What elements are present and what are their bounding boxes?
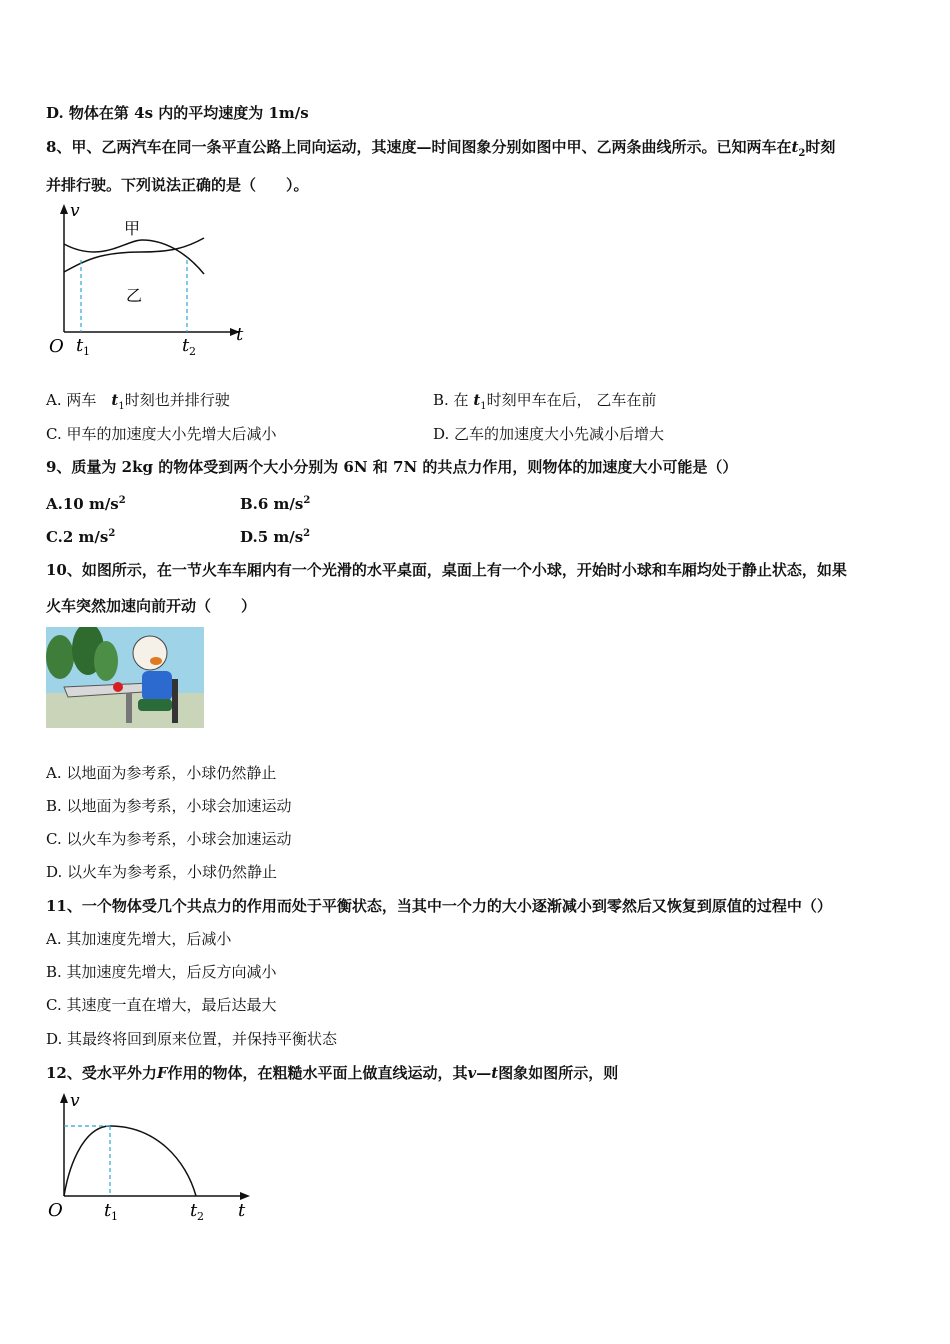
q12-curve — [64, 1126, 196, 1196]
q8-y-arrow — [60, 204, 68, 214]
q12-stem-pre: 12、受水平外力 — [46, 1064, 157, 1082]
q9-option-d-text: D.5 m/s — [240, 528, 304, 546]
scene-person-body — [142, 671, 172, 701]
q9-option-d — [240, 524, 310, 547]
q8-label-t2-sub: 2 — [189, 345, 196, 358]
q12-x-arrow — [240, 1192, 250, 1200]
q8-option-a-pre: A. 两车 — [46, 391, 112, 409]
q12-stem-f: F — [156, 1064, 168, 1082]
q12-label-t2: t — [190, 1200, 198, 1221]
q12-stem-post: 图象如图所示，则 — [498, 1064, 619, 1082]
q8-option-d: D. 乙车的加速度大小先减小后增大 — [433, 425, 665, 443]
q7-option-d: D. 物体在第 4s 内的平均速度为 1m/s — [46, 104, 309, 122]
q8-option-b-sub: 1 — [480, 401, 487, 412]
q11-option-b: B. 其加速度先增大，后反方向减小 — [46, 963, 277, 981]
q8-option-a-t: t — [111, 391, 119, 409]
q8-stem-t: t — [791, 138, 799, 156]
q8-label-t2: t — [182, 335, 190, 356]
q9-option-a-sup: 2 — [118, 495, 126, 506]
q8-option-b — [433, 390, 656, 417]
q8-label-jia: 甲 — [124, 219, 141, 238]
q12-label-t1: t — [104, 1200, 112, 1221]
q11-option-a: A. 其加速度先增大，后减小 — [46, 930, 232, 948]
q8-stem-line1 — [46, 137, 835, 164]
q9-option-b-text: B.6 m/s — [240, 495, 304, 513]
q8-option-c: C. 甲车的加速度大小先增大后减小 — [46, 425, 277, 443]
q12-stem-vt: v—t — [467, 1064, 499, 1082]
q10-stem-line1: 10、如图所示，在一节火车车厢内有一个光滑的水平桌面，桌面上有一个小球，开始时小球和车厢均处于静止状态，如果 — [46, 561, 847, 579]
q8-stem-sub: 2 — [798, 148, 806, 159]
q11-option-c: C. 其速度一直在增大，最后达最大 — [46, 996, 277, 1014]
scene-tree-1 — [46, 635, 74, 679]
q12-y-arrow — [60, 1093, 68, 1103]
q9-option-d-sup: 2 — [303, 528, 311, 539]
q10-option-d: D. 以火车为参考系，小球仍然静止 — [46, 863, 278, 881]
q9-option-b-sup: 2 — [303, 495, 311, 506]
q8-label-t1: t — [76, 335, 84, 356]
q12-vt-graph — [46, 1090, 266, 1230]
q10-train-scene-image — [46, 627, 204, 728]
q12-label-v: v — [70, 1091, 80, 1111]
q10-option-b: B. 以地面为参考系，小球会加速运动 — [46, 797, 292, 815]
scene-person-mouth — [150, 657, 162, 665]
q8-label-o: O — [49, 336, 64, 357]
scene-tree-3 — [94, 641, 118, 681]
q12-stem — [46, 1063, 618, 1083]
q8-vt-graph — [46, 200, 256, 360]
scene-person-legs — [138, 699, 172, 711]
scene-table-leg — [126, 693, 132, 723]
scene-ground — [46, 693, 204, 728]
q8-option-a-sub: 1 — [118, 401, 125, 412]
q8-curve-jia — [64, 240, 204, 274]
q8-label-t: t — [236, 324, 244, 345]
q9-option-a — [46, 491, 126, 514]
q8-option-a-post: 时刻也并排行驶 — [124, 391, 230, 409]
q11-option-d: D. 其最终将回到原来位置，并保持平衡状态 — [46, 1030, 338, 1048]
q11-stem: 11、一个物体受几个共点力的作用而处于平衡状态，当其中一个力的大小逐渐减小到零然后又恢复到原值的过程中（） — [46, 897, 832, 915]
q12-label-t1-sub: 1 — [111, 1210, 118, 1223]
q9-stem: 9、质量为 2kg 的物体受到两个大小分别为 6N 和 7N 的共点力作用，则物体的加速度大小可能是（） — [46, 458, 738, 476]
q12-label-t2-sub: 2 — [197, 1210, 204, 1223]
q12-label-t: t — [238, 1200, 246, 1221]
q8-stem-line2: 并排行驶。下列说法正确的是（ ）。 — [46, 176, 309, 194]
scene-ball — [113, 682, 123, 692]
q10-option-a: A. 以地面为参考系，小球仍然静止 — [46, 764, 277, 782]
q9-option-a-text: A.10 m/s — [46, 495, 119, 513]
q8-label-v: v — [70, 201, 80, 221]
q9-option-c — [46, 524, 115, 547]
q8-option-a — [46, 390, 230, 417]
q8-stem-text2: 时刻 — [805, 138, 836, 156]
q10-option-c: C. 以火车为参考系，小球会加速运动 — [46, 830, 292, 848]
q8-label-t1-sub: 1 — [83, 345, 90, 358]
q8-option-b-t: t — [473, 391, 481, 409]
q9-option-c-sup: 2 — [108, 528, 116, 539]
q9-option-b — [240, 491, 310, 514]
scene-person-head — [133, 636, 167, 670]
q8-option-b-pre: B. 在 — [433, 391, 474, 409]
q10-stem-line2: 火车突然加速向前开动（ ） — [46, 597, 257, 615]
q8-option-b-post: 时刻甲车在后， 乙车在前 — [486, 391, 657, 409]
q8-label-yi: 乙 — [126, 286, 143, 305]
q12-stem-mid: 作用的物体，在粗糙水平面上做直线运动，其 — [167, 1064, 468, 1082]
q8-curve-yi — [64, 238, 204, 272]
scene-chair — [172, 679, 178, 723]
q12-label-o: O — [48, 1200, 63, 1221]
q8-stem-text: 8、甲、乙两汽车在同一条平直公路上同向运动，其速度—时间图象分别如图中甲、乙两条曲线所示。已知两车在 — [46, 138, 792, 156]
q9-option-c-text: C.2 m/s — [46, 528, 109, 546]
